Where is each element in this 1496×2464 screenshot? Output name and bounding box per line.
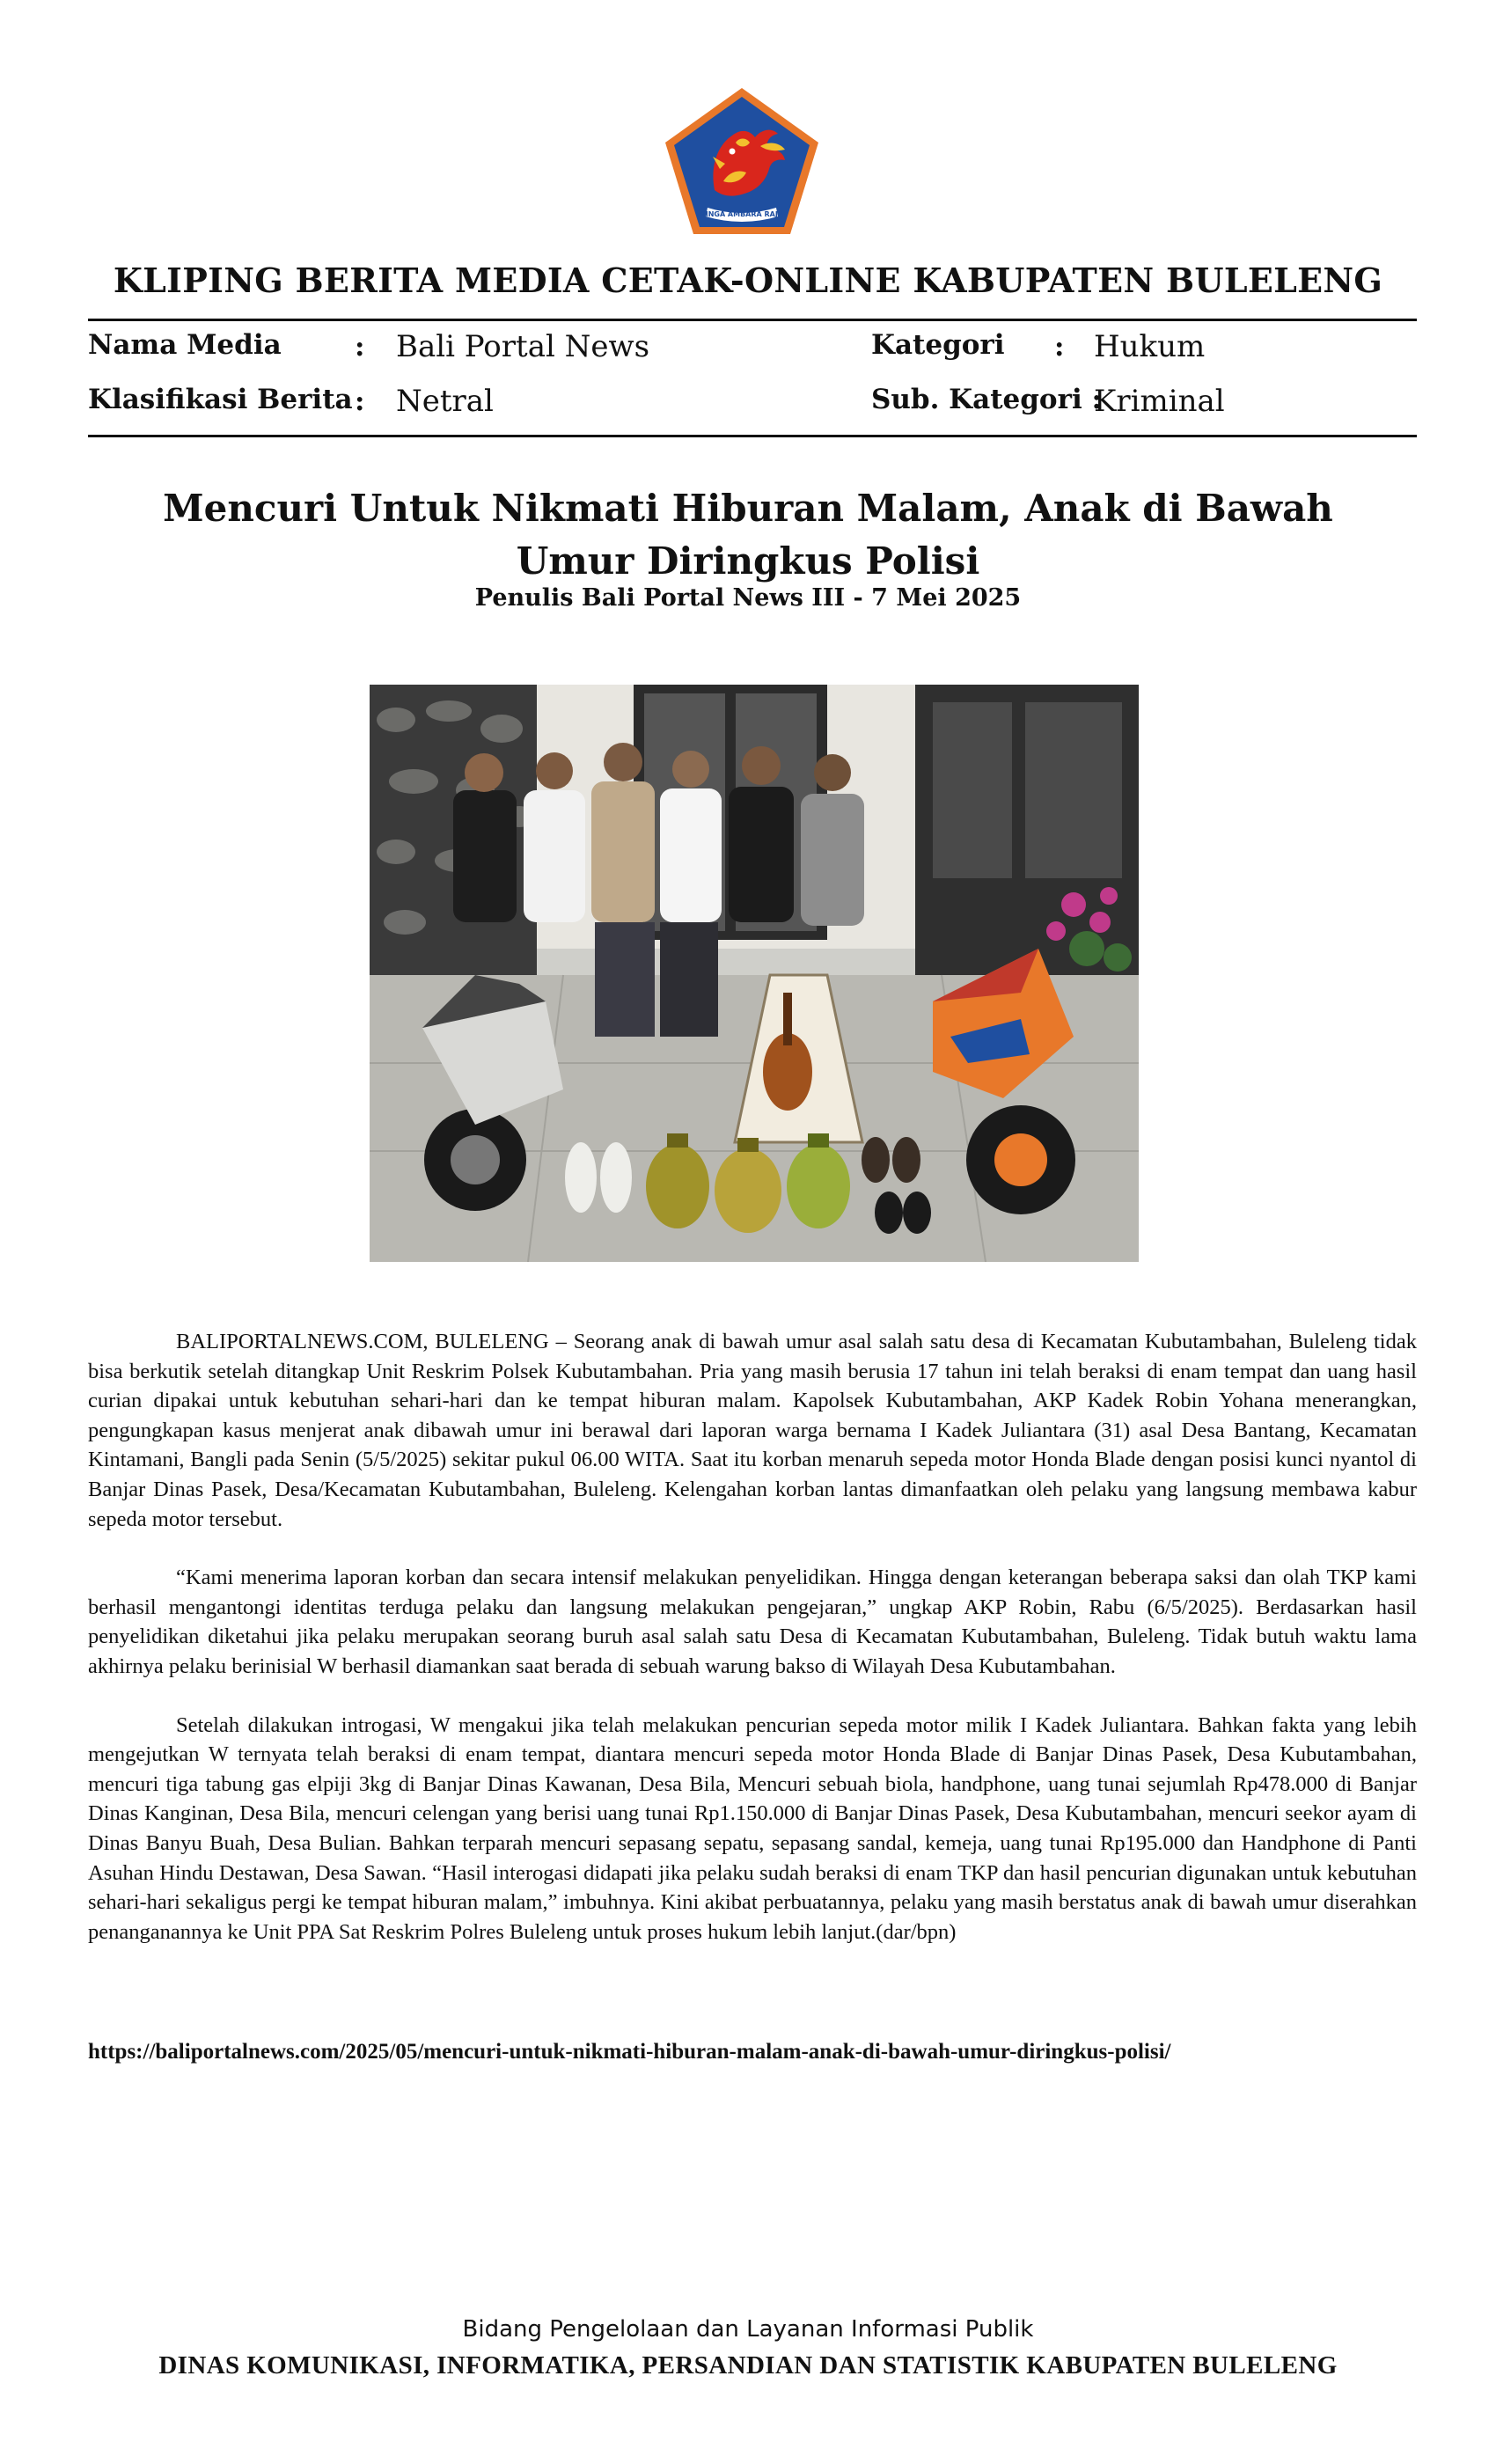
buleleng-regency-logo (662, 84, 822, 238)
header-divider-top (88, 319, 1417, 321)
kategori-value: Hukum (1094, 329, 1206, 364)
source-url-link[interactable]: https://baliportalnews.com/2025/05/mencuri-untuk-nikmati-hiburan-malam-anak-di-bawah-umur-diringkus-polisi/ (88, 2040, 1171, 2064)
article-byline: Penulis Bali Portal News III - 7 Mei 2025 (474, 584, 1022, 612)
footer-organization: DINAS KOMUNIKASI, INFORMATIKA, PERSANDIAN DAN STATISTIK KABUPATEN BULELENG (158, 2351, 1338, 2380)
news-photo (370, 685, 1139, 1262)
header-divider-bottom (88, 435, 1417, 437)
article-paragraph: BALIPORTALNEWS.COM, BULELENG – Seorang anak di bawah umur asal salah satu desa di Kecamatan Kubutambahan, Buleleng tidak bisa berkutik setelah ditangkap Unit Reskrim Polsek Kubutambahan. Pria yang masih berusia 17 tahun ini telah beraksi di enam tempat dan uang hasil curian dipakai untuk kebutuhan sehari-hari dan ke tempat hiburan malam. Kapolsek Kubutambahan, AKP Kadek Robin Yohana menerangkan, pengungkapan kasus menjerat anak dibawah umur ini berawal dari laporan warga bernama I Kadek Juliantara (31) asal Desa Bantang, Kecamatan Kintamani, Bangli pada Senin (5/5/2025) sekitar pukul 06.00 WITA. Saat itu korban menaruh sepeda motor Honda Blade dengan posisi kunci nyantol di Banjar Dinas Pasek, Desa/Kecamatan Kubutambahan, Buleleng. Kelengahan korban lantas dimanfaatkan oleh pelaku yang langsung membawa kabur sepeda motor tersebut. (88, 1330, 1417, 1531)
meta-colon: : (355, 385, 365, 417)
kategori-label: Kategori (871, 329, 1005, 361)
article-paragraph: Setelah dilakukan introgasi, W mengakui jika telah melakukan pencurian sepeda motor milik I Kadek Juliantara. Bahkan fakta yang lebih mengejutkan W ternyata telah beraksi di enam tempat, diantara mencuri sepeda motor Honda Blade di Banjar Dinas Pasek, Desa Kubutambahan, mencuri tiga tabung gas elpiji 3kg di Banjar Dinas Kawanan, Desa Bila, Mencuri sebuah biola, handphone, uang tunai sejumlah Rp478.000 di Banjar Dinas Kanginan, Desa Bila, mencuri celengan yang berisi uang tunai Rp1.150.000 di Banjar Dinas Pasek, Desa Kubutambahan, mencuri seekor ayam di Dinas Banyu Buah, Desa Bulian. Bahkan terparah mencuri sepasang sepatu, sepasang sandal, kemeja, uang tunai Rp195.000 dan Handphone di Panti Asuhan Hindu Destawan, Desa Sawan. “Hasil interogasi didapati jika pelaku sudah beraksi di enam TKP dan hasil pencurian digunakan untuk kebutuhan sehari-hari sekaligus pergi ke tempat hiburan malam,” imbuhnya. Kini akibat perbuatannya, pelaku yang masih berstatus anak di bawah umur diserahkan penanganannya ke Unit PPA Sat Reskrim Polres Buleleng untuk proses hukum lebih lanjut.(dar/bpn) (88, 1712, 1417, 1944)
meta-colon: : (355, 331, 365, 363)
nama-media-value: Bali Portal News (396, 329, 650, 364)
footer-department: Bidang Pengelolaan dan Layanan Informasi Publik (462, 2316, 1034, 2343)
sub-kategori-label: Sub. Kategori : (871, 384, 1102, 415)
article-body (88, 1327, 1417, 1976)
nama-media-label: Nama Media (88, 329, 282, 361)
kliping-title: KLIPING BERITA MEDIA CETAK-ONLINE KABUPATEN BULELENG (113, 260, 1383, 300)
klasifikasi-berita-value: Netral (396, 384, 494, 419)
logo-motto: SINGA AMBARA RAJA (700, 210, 784, 218)
klasifikasi-berita-label: Klasifikasi Berita (88, 384, 353, 415)
article-headline: Mencuri Untuk Nikmati Hiburan Malam, Anak di Bawah Umur Diringkus Polisi (163, 487, 1333, 583)
meta-colon: : (1054, 331, 1065, 363)
article-paragraph: “Kami menerima laporan korban dan secara intensif melakukan penyelidikan. Hingga dengan keterangan beberapa saksi dan olah TKP kami berhasil mengantongi identitas terduga pelaku dan langsung melakukan pengejaran,” ungkap AKP Robin, Rabu (6/5/2025). Berdasarkan hasil penyelidikan diketahui jika pelaku merupakan seorang buruh asal salah satu Desa di Kecamatan Kubutambahan, Buleleng. Tidak butuh waktu lama akhirnya pelaku berinisial W berhasil diamankan saat berada di sebuah warung bakso di Wilayah Desa Kubutambahan. (88, 1566, 1417, 1678)
sub-kategori-value: Kriminal (1094, 384, 1225, 419)
